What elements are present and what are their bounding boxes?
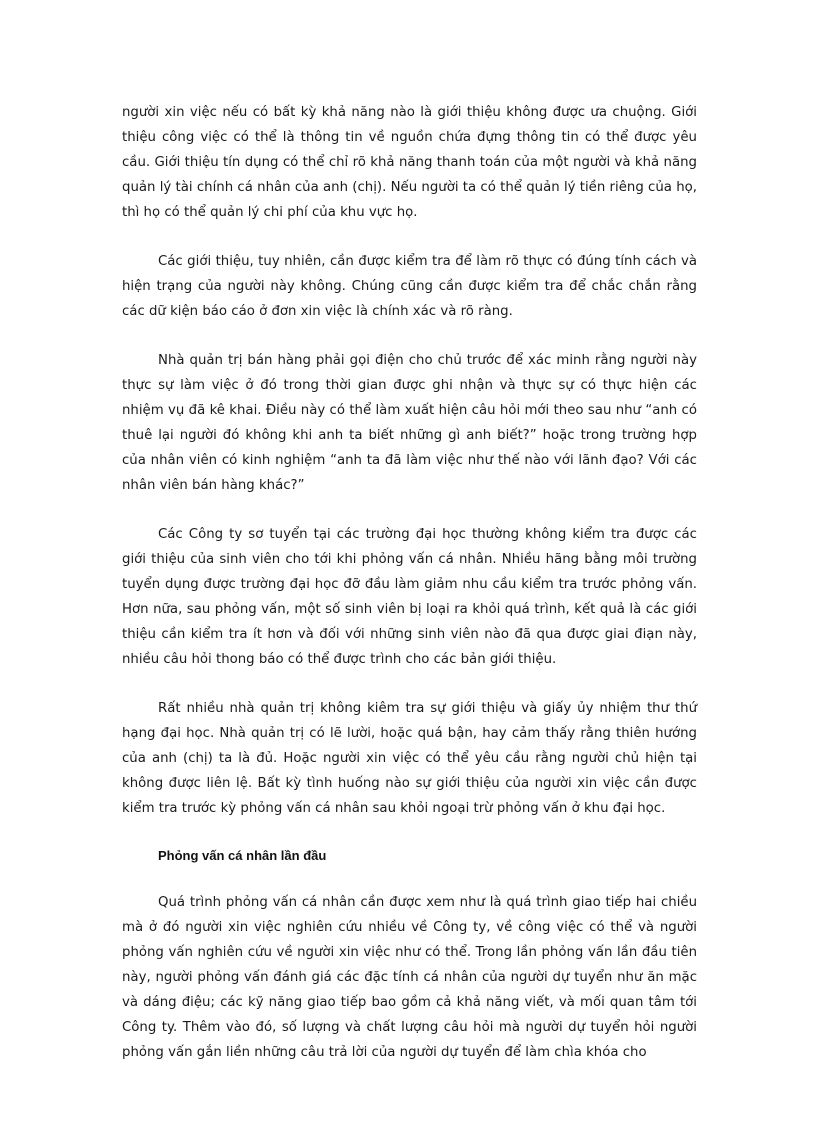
document-body [122, 100, 697, 1089]
paragraph-first-interview: Quá trình phỏng vấn cá nhân cần được xem như là quá trình giao tiếp hai chiều mà ở đó người xin việc nghiên cứu nhiều về Công ty, về công việc có thể và người phỏng vấn nghiên cứu về người xin việc như có thể. Trong lần phỏng vấn lần đầu tiên này, người phỏng vấn đánh giá các đặc tính cá nhân của người dự tuyển như ăn mặc và dáng điệu; các kỹ năng giao tiếp bao gồm cả khả năng viết, và mối quan tâm tới Công ty. Thêm vào đó, số lượng và chất lượng câu hỏi mà người dự tuyển hỏi người phỏng vấn gắn liền những câu trả lời của người dự tuyển để làm chìa khóa cho [122, 895, 697, 1060]
paragraph-unchecked-references: Rất nhiều nhà quản trị không kiêm tra sự giới thiệu và giấy ủy nhiệm thư thứ hạng đại học. Nhà quản trị có lẽ lười, hoặc quá bận, hay cảm thấy rằng thiên hướng của anh (chị) ta là đủ. Hoặc người xin việc có thể yêu cầu rằng người chủ hiện tại không được liên lệ. Bất kỳ tình huống nào sự giới thiệu của người xin việc cần được kiểm tra trước kỳ phỏng vấn cá nhân sau khỏi ngoại trừ phỏng vấn ở khu đại học. [122, 701, 697, 816]
paragraph-manager-calls: Nhà quản trị bán hàng phải gọi điện cho chủ trước để xác minh rằng người này thực sự làm việc ở đó trong thời gian được ghi nhận và thực sự có thực hiện các nhiệm vụ đã kê khai. Điều này có thể làm xuất hiện câu hỏi mới theo sau như “anh có thuê lại người đó không khi anh ta biết những gì anh biết?” hoặc trong trường hợp của nhân viên có kinh nghiệm “anh ta đã làm việc như thế nào với lãnh đạo? Với các nhân viên bán hàng khác?” [122, 353, 697, 493]
paragraph-university-screening: Các Công ty sơ tuyển tại các trường đại học thường không kiểm tra được các giới thiệu của sinh viên cho tới khi phỏng vấn cá nhân. Nhiều hãng bằng môi trường tuyển dụng được trường đại học đỡ đầu làm giảm nhu cầu kiểm tra trước phỏng vấn. Hơn nữa, sau phỏng vấn, một số sinh viên bị loại ra khỏi quá trình, kết quả là các giới thiệu cần kiểm tra ít hơn và đối với những sinh viên nào đã qua được giai điạn này, nhiều câu hỏi thong báo có thể được trình cho các bản giới thiệu. [122, 527, 697, 667]
paragraph-reference-verification: Các giới thiệu, tuy nhiên, cần được kiểm tra để làm rõ thực có đúng tính cách và hiện trạng của người này không. Chúng cũng cần được kiểm tra để chắc chắn rằng các dữ kiện báo cáo ở đơn xin việc là chính xác và rõ ràng. [122, 254, 697, 319]
section-heading: Phỏng vấn cá nhân lần đầu [158, 848, 327, 863]
paragraph-references-continued: người xin việc nếu có bất kỳ khả năng nào là giới thiệu không được ưa chuộng. Giới thiệu công việc có thể là thông tin về nguồn chứa đựng thông tin có thể được yêu cầu. Giới thiệu tín dụng có thể chỉ rõ khả năng thanh toán của một người và khả năng quản lý tài chính cá nhân của anh (chị). Nếu người ta có thể quản lý tiền riêng của họ, thì họ có thể quản lý chi phí của khu vực họ. [122, 105, 697, 220]
